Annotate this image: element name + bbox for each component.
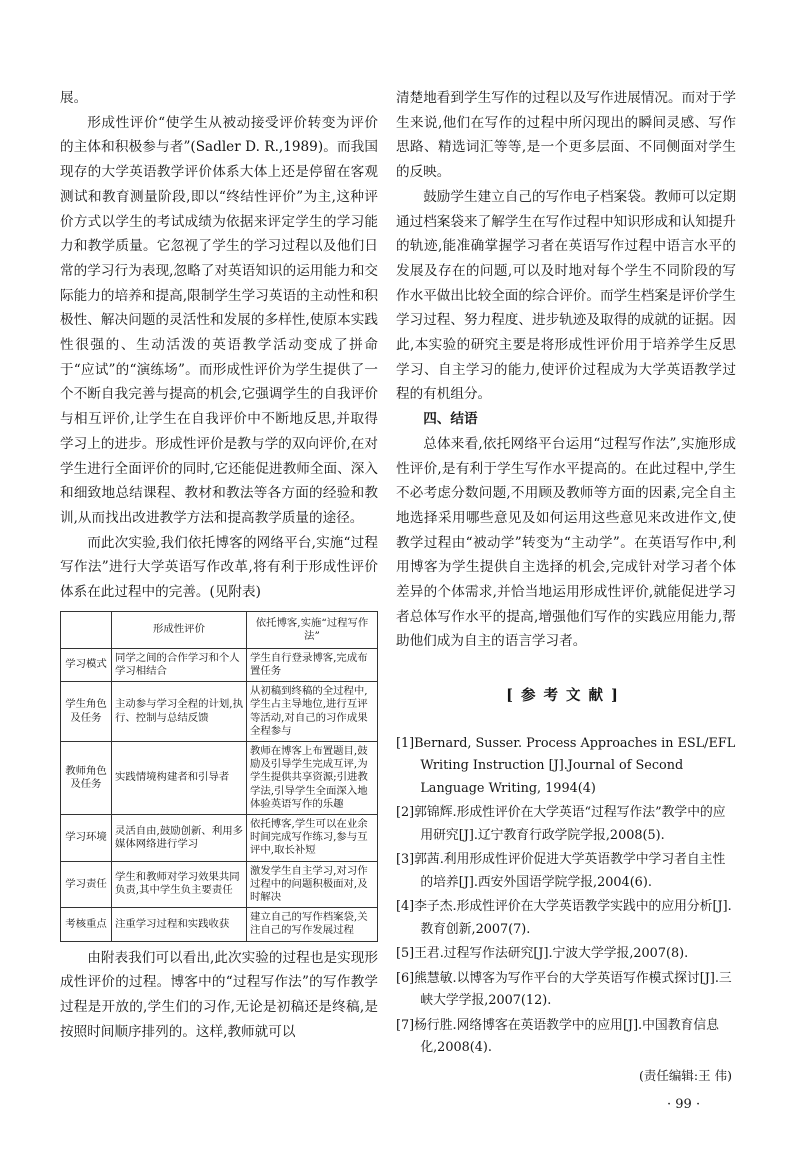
reference-item: [3]郭茜.利用形成性评价促进大学英语教学中学习者自主性的培养[J].西安外国语学院学报,2004(6). <box>396 852 726 890</box>
paragraph-table-analysis: 由附表我们可以看出,此次实验的过程也是实现形成性评价的过程。博客中的“过程写作法”的写作教学过程是开放的,学生们的习作,无论是初稿还是终稿,是按照时间顺序排列的。这样,教师就可以 <box>60 949 378 1040</box>
formative-cell: 灵活自由,鼓励创新、利用多媒体网络进行学习 <box>112 815 247 862</box>
formative-cell: 注重学习过程和实践收获 <box>112 908 247 941</box>
reference-item: [4]李子杰.形成性评价在大学英语教学实践中的应用分析[J].教育创新,2007(7). <box>396 899 732 937</box>
row-label: 学习模式 <box>61 648 112 681</box>
table-row <box>61 648 378 681</box>
table-row <box>61 908 378 941</box>
table-header-cell <box>61 611 112 648</box>
blog-cell: 建立自己的写作档案袋,关注自己的写作发展过程 <box>247 908 378 941</box>
table-header-cell: 依托博客,实施“过程写作法” <box>247 611 378 648</box>
blog-cell: 依托博客,学生可以在业余时间完成写作练习,参与互评中,取长补短 <box>247 815 378 862</box>
blog-cell: 学生自行登录博客,完成布置任务 <box>247 648 378 681</box>
paragraph-continuation: 清楚地看到学生写作的过程以及写作进展情况。而对于学生来说,他们在写作的过程中所闪现出的瞬间灵感、写作思路、精选词汇等等,是一个更多层面、不同侧面对学生的反映。 <box>396 90 736 181</box>
responsible-editor: (责任编辑:王 伟) <box>639 1067 732 1083</box>
paragraph-continuation: 展。 <box>60 90 88 106</box>
reference-item: [7]杨行胜.网络博客在英语教学中的应用[J].中国教育信息化,2008(4). <box>396 1017 719 1056</box>
reference-item: [2]郭锦辉.形成性评价在大学英语“过程写作法”教学中的应用研究[J].辽宁教育行政学院学报,2008(5). <box>396 805 726 843</box>
paragraph-experiment: 而此次实验,我们依托博客的网络平台,实施“过程写作法”进行大学英语写作改革,将有利于形成性评价体系在此过程中的完善。(见附表) <box>60 534 378 601</box>
comparison-table <box>60 611 378 942</box>
row-label: 学习环境 <box>61 815 112 862</box>
row-label: 教师角色及任务 <box>61 741 112 814</box>
reference-list <box>396 733 736 1060</box>
paragraph-formative-evaluation: 形成性评价“使学生从被动接受评价转变为评价的主体和积极参与者”(Sadler D. R.,1989)。而我国现存的大学英语教学评价体系大体上还是停留在客观测试和教育测量阶段,即以“终结性评价”为主,这种评价方式以学生的考试成绩为依据来评定学生的学习能力和教学质量。它忽视了学生的学习过程以及他们日常的学习行为表现,忽略了对英语知识的运用能力和交际能力的培养和提高,限制学生学习英语的主动性和积极性、解决问题的灵活性和发展的多样性,使原本实践性很强的、生动活泼的英语教学活动变成了拼命于“应试”的“演练场”。而形成性评价为学生提供了一个不断自我完善与提高的机会,它强调学生的自我评价与相互评价,让学生在自我评价中不断地反思,并取得学习上的进步。形成性评价是教与学的双向评价,在对学生进行全面评价的同时,它还能促进教师全面、深入和细致地总结课程、教材和教法等各方面的经验和教训,从而找出改进教学方法和提高教学质量的途径。 <box>60 114 378 526</box>
formative-cell: 实践情境构建者和引导者 <box>112 741 247 814</box>
formative-cell: 主动参与学习全程的计划,执行、控制与总结反馈 <box>112 682 247 742</box>
table-row <box>61 861 378 908</box>
table-row <box>61 815 378 862</box>
right-column <box>396 86 736 1089</box>
section-heading: 四、结语 <box>423 411 478 428</box>
paragraph-conclusion: 总体来看,依托网络平台运用“过程写作法”,实施形成性评价,是有利于学生写作水平提高的。在此过程中,学生不必考虑分数问题,不用顾及教师等方面的因素,完全自主地选择采用哪些意见及如何运用这些意见来改进作文,使教学过程由“被动学”转变为“主动学”。在英语写作中,利用博客为学生提供自主选择的机会,完成针对学习者个体差异的个体需求,并恰当地运用形成性评价,就能促进学习者总体写作水平的提高,增强他们写作的实践应用能力,帮助他们成为自主的语言学习者。 <box>396 435 736 650</box>
reference-item: [6]熊慧敏.以博客为写作平台的大学英语写作模式探讨[J].三峡大学学报,2007(12). <box>396 970 732 1009</box>
formative-cell: 同学之间的合作学习和个人学习相结合 <box>112 648 247 681</box>
formative-cell: 学生和教师对学习效果共同负责,其中学生负主要责任 <box>112 861 247 908</box>
page-number: · 99 · <box>667 1097 701 1112</box>
paragraph-portfolio: 鼓励学生建立自己的写作电子档案袋。教师可以定期通过档案袋来了解学生在写作过程中知识形成和认知提升的轨迹,能准确掌握学习者在英语写作过程中语言水平的发展及存在的问题,可以及时地对每个学生不同阶段的写作水平做出比较全面的综合评价。而学生档案是评价学生学习过程、努力程度、进步轨迹及取得的成就的证据。因此,本实验的研究主要是将形成性评价用于培养学生反思学习、自主学习的能力,使评价过程成为大学英语教学过程的有机组分。 <box>396 188 736 403</box>
row-label: 学习责任 <box>61 861 112 908</box>
blog-cell: 激发学生自主学习,对习作过程中的问题积极面对,及时解决 <box>247 861 378 908</box>
left-column <box>60 86 378 1044</box>
table-row <box>61 741 378 814</box>
row-label: 学生角色及任务 <box>61 682 112 742</box>
reference-item: [1]Bernard, Susser. Process Approaches in ESL/EFL Writing Instruction [J].Journal of Second Language Writing, 1994(4) <box>396 735 736 796</box>
blog-cell: 教师在博客上布置题目,鼓励及引导学生完成互评,为学生提供共享资源;引进教学法,引导学生全面深入地体验英语写作的乐趣 <box>247 741 378 814</box>
references-title: [参考文献] <box>506 687 626 705</box>
table-row <box>61 682 378 742</box>
blog-cell: 从初稿到终稿的全过程中,学生占主导地位,进行互评等活动,对自己的习作成果全程参与 <box>247 682 378 742</box>
table-header-row <box>61 611 378 648</box>
reference-item: [5]王君.过程写作法研究[J].宁波大学学报,2007(8). <box>396 946 689 962</box>
row-label: 考核重点 <box>61 908 112 941</box>
table-header-cell: 形成性评价 <box>112 611 247 648</box>
